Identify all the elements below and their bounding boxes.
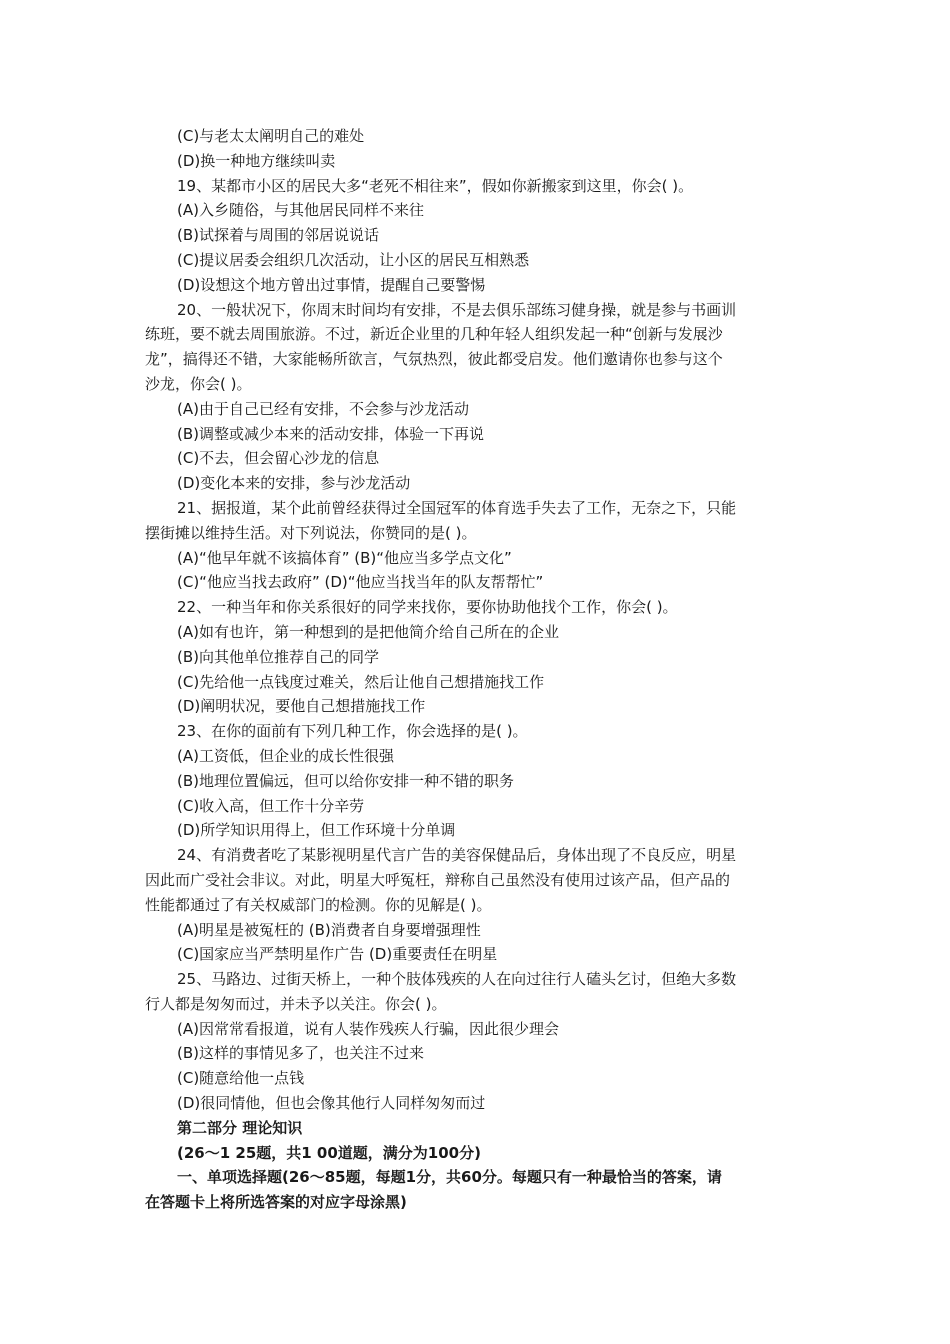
text-line: 摆街摊以维持生活。对下列说法，你赞同的是( )。	[145, 523, 477, 542]
document-page	[145, 124, 805, 1215]
text-line: (C)国家应当严禁明星作广告 (D)重要责任在明星	[177, 945, 498, 964]
text-line: 因此而广受社会非议。对此，明星大呼冤枉，辩称自己虽然没有使用过该产品，但产品的	[145, 870, 731, 889]
section-heading-line: 一、单项选择题(26～85题，每题1分，共60分。每题只有一种最恰当的答案，请	[177, 1168, 722, 1187]
text-line: (C)“他应当找去政府” (D)“他应当找当年的队友帮帮忙”	[177, 573, 544, 592]
text-line: (C)随意给他一点钱	[177, 1069, 305, 1088]
text-line: 19、某都市小区的居民大多“老死不相往来”，假如你新搬家到这里，你会( )。	[177, 176, 694, 195]
text-line: (B)地理位置偏远，但可以给你安排一种不错的职务	[177, 771, 514, 790]
text-line: 龙”，搞得还不错，大家能畅所欲言，气氛热烈，彼此都受启发。他们邀请你也参与这个	[145, 350, 723, 369]
text-line: (B)试探着与周围的邻居说说话	[177, 226, 379, 245]
text-line: (A)入乡随俗，与其他居民同样不来往	[177, 201, 424, 220]
text-line: (C)提议居委会组织几次活动，让小区的居民互相熟悉	[177, 250, 530, 269]
text-line: (D)所学知识用得上，但工作环境十分单调	[177, 821, 456, 840]
text-line: 24、有消费者吃了某影视明星代言广告的美容保健品后，身体出现了不良反应，明星	[177, 846, 737, 865]
text-line: 20、一般状况下，你周末时间均有安排，不是去俱乐部练习健身操，就是参与书画训	[177, 300, 737, 319]
text-line: (C)收入高，但工作十分辛劳	[177, 796, 365, 815]
text-line: 21、据报道，某个此前曾经获得过全国冠军的体育选手失去了工作，无奈之下，只能	[177, 498, 737, 517]
text-line: (D)阐明状况，要他自己想措施找工作	[177, 697, 426, 716]
section-heading-line: 在答题卡上将所选答案的对应字母涂黑)	[145, 1193, 407, 1212]
text-line: 25、马路边、过街天桥上，一种个肢体残疾的人在向过往行人磕头乞讨，但绝大多数	[177, 970, 737, 989]
text-line: (A)工资低，但企业的成长性很强	[177, 746, 394, 765]
text-line: (B)这样的事情见多了，也关注不过来	[177, 1044, 424, 1063]
text-line: (D)换一种地方继续叫卖	[177, 151, 336, 170]
text-line: (D)变化本来的安排，参与沙龙活动	[177, 474, 411, 493]
section-heading-line: (26～1 25题，共1 00道题，满分为100分)	[177, 1143, 481, 1162]
text-line: (B)向其他单位推荐自己的同学	[177, 647, 379, 666]
text-line: (A)明星是被冤枉的 (B)消费者自身要增强理性	[177, 920, 481, 939]
text-line: 沙龙，你会( )。	[145, 374, 252, 393]
text-line: (C)先给他一点钱度过难关，然后让他自己想措施找工作	[177, 672, 545, 691]
text-line: 23、在你的面前有下列几种工作，你会选择的是( )。	[177, 722, 528, 741]
text-line: 行人都是匆匆而过，并未予以关注。你会( )。	[145, 994, 447, 1013]
text-line: (B)调整或减少本来的活动安排，体验一下再说	[177, 424, 484, 443]
text-line: (D)设想这个地方曾出过事情，提醒自己要警惕	[177, 275, 486, 294]
section-heading-line: 第二部分 理论知识	[177, 1118, 303, 1137]
text-line: 22、一种当年和你关系很好的同学来找你，要你协助他找个工作，你会( )。	[177, 598, 678, 617]
text-line: (A)由于自己已经有安排，不会参与沙龙活动	[177, 399, 469, 418]
text-line: 练班，要不就去周围旅游。不过，新近企业里的几种年轻人组织发起一种“创新与发展沙	[145, 325, 723, 344]
text-line: (C)与老太太阐明自己的难处	[177, 127, 365, 145]
text-line: (D)很同情他，但也会像其他行人同样匆匆而过	[177, 1094, 486, 1113]
text-line: (C)不去，但会留心沙龙的信息	[177, 449, 380, 468]
text-line: (A)如有也许，第一种想到的是把他简介给自己所在的企业	[177, 622, 559, 641]
text-line: (A)“他早年就不该搞体育” (B)“他应当多学点文化”	[177, 548, 512, 567]
text-line: 性能都通过了有关权威部门的检测。你的见解是( )。	[145, 895, 492, 914]
text-line: (A)因常常看报道，说有人装作残疾人行骗，因此很少理会	[177, 1019, 559, 1038]
